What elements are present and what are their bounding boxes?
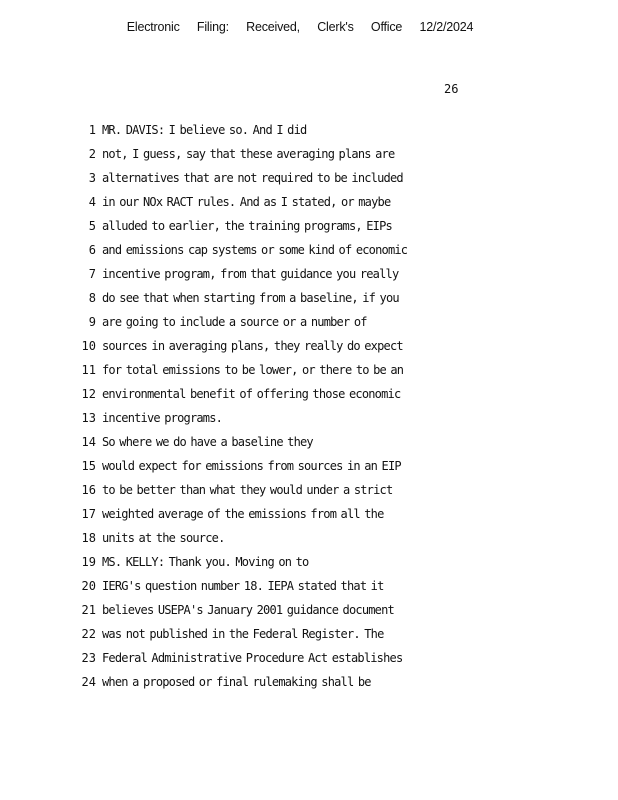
- line-number: 17: [81, 507, 96, 521]
- line-text: environmental benefit of offering those economic: [102, 387, 401, 401]
- line-number: 20: [81, 579, 96, 593]
- transcript-line: [78, 550, 578, 574]
- line-text: believes USEPA's January 2001 guidance document: [102, 603, 394, 617]
- header-word: Filing:: [196, 20, 229, 34]
- line-text: IERG's question number 18. IEPA stated that it: [102, 579, 384, 593]
- line-text: was not published in the Federal Register. The: [102, 627, 384, 641]
- line-text: incentive programs.: [102, 411, 223, 425]
- header-word: Clerk's: [317, 20, 354, 34]
- transcript-line: [78, 622, 578, 646]
- transcript-line: [78, 670, 578, 694]
- header-word: Electronic: [126, 20, 180, 34]
- transcript-line: [78, 310, 578, 334]
- header-word: Office: [370, 20, 403, 34]
- line-number: 23: [81, 651, 96, 665]
- transcript-line: [78, 430, 578, 454]
- line-text: and emissions cap systems or some kind of economic: [102, 243, 408, 257]
- line-text: units at the source.: [102, 531, 225, 545]
- line-number: 9: [88, 315, 96, 329]
- transcript-line: [78, 142, 578, 166]
- line-text: are going to include a source or a number of: [102, 315, 367, 329]
- transcript-line: [78, 406, 578, 430]
- line-text: in our NOx RACT rules. And as I stated, or maybe: [102, 195, 391, 209]
- line-number: 12: [81, 387, 96, 401]
- line-number: 21: [81, 603, 96, 617]
- line-text: do see that when starting from a baseline, if you: [102, 291, 399, 305]
- line-number: 16: [81, 483, 96, 497]
- transcript-line: [78, 166, 578, 190]
- line-text: alternatives that are not required to be included: [102, 171, 403, 185]
- filing-header: [0, 20, 600, 34]
- line-text: incentive program, from that guidance you really: [102, 267, 399, 281]
- line-number: 24: [81, 675, 96, 689]
- line-number: 18: [81, 531, 96, 545]
- transcript-line: [78, 598, 578, 622]
- line-number: 10: [81, 339, 96, 353]
- transcript-line: [78, 190, 578, 214]
- transcript-line: [78, 262, 578, 286]
- page-number: 26: [444, 82, 459, 96]
- line-number: 6: [88, 243, 96, 257]
- transcript-line: [78, 358, 578, 382]
- line-number: 11: [81, 363, 96, 377]
- line-text: So where we do have a baseline they: [102, 435, 313, 449]
- line-text: Federal Administrative Procedure Act establishes: [102, 651, 403, 665]
- line-text: when a proposed or final rulemaking shall be: [102, 675, 371, 689]
- line-text: MS. KELLY: Thank you. Moving on to: [102, 555, 309, 569]
- line-number: 15: [81, 459, 96, 473]
- line-number: 22: [81, 627, 96, 641]
- transcript-line: [78, 646, 578, 670]
- transcript-line: [78, 238, 578, 262]
- line-number: 7: [88, 267, 96, 281]
- header-word: Received,: [246, 20, 300, 34]
- line-text: sources in averaging plans, they really do expect: [102, 339, 403, 353]
- transcript-body: [78, 118, 578, 694]
- line-number: 3: [88, 171, 96, 185]
- transcript-line: [78, 214, 578, 238]
- line-number: 4: [88, 195, 96, 209]
- transcript-line: [78, 118, 578, 142]
- line-number: 1: [88, 123, 96, 137]
- line-text: to be better than what they would under a strict: [102, 483, 393, 497]
- transcript-line: [78, 334, 578, 358]
- line-number: 19: [81, 555, 96, 569]
- line-number: 2: [88, 147, 96, 161]
- transcript-line: [78, 574, 578, 598]
- line-number: 8: [88, 291, 96, 305]
- transcript-line: [78, 502, 578, 526]
- line-text: would expect for emissions from sources in an EIP: [102, 459, 401, 473]
- line-number: 5: [88, 219, 96, 233]
- transcript-line: [78, 526, 578, 550]
- transcript-line: [78, 478, 578, 502]
- line-number: 13: [81, 411, 96, 425]
- transcript-line: [78, 454, 578, 478]
- line-number: 14: [81, 435, 96, 449]
- line-text: alluded to earlier, the training programs, EIPs: [102, 219, 392, 233]
- transcript-line: [78, 382, 578, 406]
- header-date: 12/2/2024: [419, 20, 474, 34]
- line-text: MR. DAVIS: I believe so. And I did: [102, 123, 307, 137]
- line-text: not, I guess, say that these averaging plans are: [102, 147, 395, 161]
- line-text: weighted average of the emissions from all the: [102, 507, 384, 521]
- line-text: for total emissions to be lower, or there to be an: [102, 363, 404, 377]
- transcript-line: [78, 286, 578, 310]
